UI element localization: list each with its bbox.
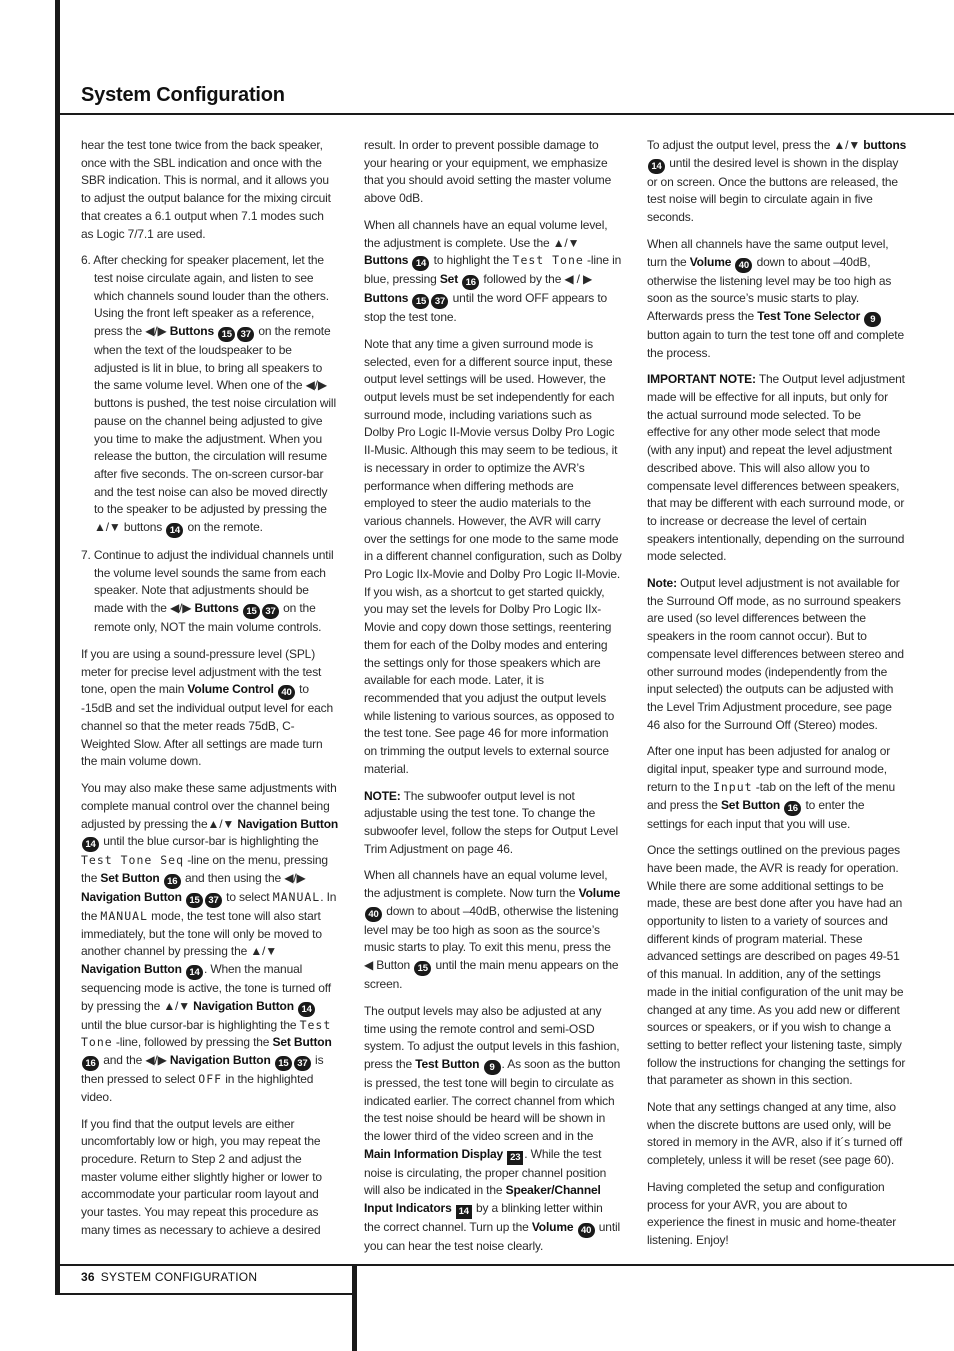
page-number: 36: [81, 1270, 95, 1284]
callout-number: 15: [412, 294, 429, 309]
callout-number: 37: [431, 294, 448, 309]
callout-number: 15: [218, 327, 235, 342]
callout-number: 37: [262, 604, 279, 619]
menu-item-text: Test Tone: [81, 1017, 332, 1050]
callout-number: 15: [243, 604, 260, 619]
paragraph: If you are using a sound-pressure level (SPL) meter for precise level adjustment with the test tone, open the main Volume Control 40 to -15dB and set the individual output level for each channel so that the meter reads 75dB, C-Weighted Slow. After all settings are made turn the main volume down.: [81, 646, 334, 769]
callout-number: 15: [414, 961, 431, 976]
callout-number: 37: [205, 893, 222, 908]
paragraph: You may also make these same adjustments with complete manual control over the channel being adjusted by pressing the▲/▼ Navigation Button 14 until the blue cursor-bar is highlighting the Test Tone Seq -line on the menu, pressing the Set Button 16 and then using the ◀/▶ Navigation Button 15 37 to select MANUAL. In the MANUAL mode, the test tone will also start immediately, but the tone will only be moved to another channel by pressing the ▲/▼ Navigation Button 14 . When the manual sequencing mode is active, the tone is turned off by pressing the ▲/▼ Navigation Button 14 until the blue cursor-bar is highlighting the Test Tone -line, followed by pressing the Set Button 16 and the ◀/▶ Navigation Button 15 37 is then pressed to select OFF in the highlighted video.: [81, 781, 339, 1104]
callout-number: 9: [484, 1060, 501, 1075]
callout-number: 40: [365, 907, 382, 922]
paragraph: NOTE: The subwoofer output level is not adjustable using the test tone. To change the subwoofer level, follow the steps for Output Level Trim Adjustment on page 46.: [364, 788, 618, 856]
callout-number: 40: [578, 1223, 595, 1238]
left-margin-bar: [55, 0, 60, 1295]
callout-number: 9: [864, 312, 881, 327]
callout-number: 16: [784, 801, 801, 816]
menu-item-text: Input: [712, 779, 753, 794]
title-rule: [55, 113, 954, 115]
footer-divider-bar: [352, 1265, 357, 1351]
callout-number: 14: [82, 837, 99, 852]
callout-number: 16: [82, 1056, 99, 1071]
callout-number: 16: [164, 874, 181, 889]
callout-number: 14: [298, 1002, 315, 1017]
paragraph: Once the settings outlined on the previous pages have been made, the AVR is ready for operation. While there are some additional settings to be made, these are best done after you have had an opportunity to listen to a variety of sources and different kinds of program material. These advanced settings are described on pages 49-51 of this manual. In addition, any of the settings made in the initial configuration of the unit may be changed at any time. As you add new or different sources or speakers, or if you wish to change a setting to better reflect your listening taste, simply follow the instructions for changing the settings for that parameter as shown in this section.: [647, 843, 906, 1088]
menu-item-text: Test Tone Seq: [81, 853, 185, 868]
list-item-step-7: 7. Continue to adjust the individual channels until the volume level sounds the same from each speaker. Note that adjustments should be made with the ◀/▶ Buttons 15 37 on the remote only, NOT the main volume controls.: [81, 548, 334, 635]
callout-number-square: 14: [456, 1205, 472, 1219]
column-3: [647, 137, 907, 1259]
list-item-step-6: 6. After checking for speaker placement, let the test noise circulate again, and listen to see which channels sound louder than the others. Using the front left speaker as a reference, press the ◀/▶ Buttons 15 37 on the remote when the text of the loudspeaker to be adjusted is lit in blue, to bring all speakers to the same volume level. When one of the ◀/▶ buttons is pushed, the test noise circulation will pause on the channel being adjusted to give you time to make the adjustment. When you release the button, the circulation will resume after five seconds. The on-screen cursor-bar and the test noise can also be moved directly to the speaker to be adjusted by pressing the ▲/▼ buttons 14 on the remote.: [81, 253, 336, 537]
paragraph: result. In order to prevent possible damage to your hearing or your equipment, we emphasize that you should avoid setting the master volume above 0dB.: [364, 138, 612, 206]
menu-item-text: Test Tone: [512, 253, 584, 268]
page-footer: [81, 1270, 257, 1284]
paragraph: When all channels have the same output level, turn the Volume 40 down to about –40dB, otherwise the listening level may be too high as soon as the source’s music starts to play. Afterwards press the Test Tone Selector 9 button again to turn the test tone off and complete the process.: [647, 236, 904, 360]
menu-item-text: MANUAL: [272, 889, 321, 904]
callout-number: 14: [648, 159, 665, 174]
callout-number: 14: [186, 965, 203, 980]
paragraph: Note that any time a given surround mode is selected, even for a different source input, these output level settings will be used. However, the output levels must be set independently for each surround mode, including variations such as Dolby Pro Logic II-Movie versus Dolby Pro Logic II-Music. Although this may seem to be tedious, it is necessary in order to optimize the AVR’s performance when differing methods are employed to steer the audio materials to the various channels. However, the AVR will carry over the settings for one mode to the same mode in a different channel configuration, such as Dolby Pro Logic IIx-Movie and Dolby Pro Logic II-Movie. If you wish, as a shortcut to get started quickly, you may set the levels for Dolby Pro Logic IIx-Movie and copy down those settings, reentering them for each of the Dolby modes and entering the settings only for those speakers which are available for each mode. Later, it is recommended that you adjust the output levels while listening to various sources, as opposed to the test tone. See page 46 for more information on trimming the output levels to external source material.: [364, 336, 622, 776]
callout-number-square: 23: [507, 1151, 523, 1165]
column-2: [364, 137, 622, 1265]
callout-number: 14: [412, 256, 429, 271]
paragraph: When all channels have an equal volume level, the adjustment is complete. Now turn the Volume 40 down to about –40dB, otherwise the listening level may be too high as soon as the source’s music starts to play. To exit this menu, press the ◀ Button 15 until the main menu appears on the screen.: [364, 868, 621, 992]
column-1: [81, 137, 339, 1248]
paragraph: IMPORTANT NOTE: The Output level adjustment made will be effective for all inputs, but only for the actual surround mode selected. To be effective for any other mode select that mode (with any input) and repeat the level adjustment described above. This will also allow you to compensate level differences between speakers, that may be different with each surround mode, or to increase or decrease the level of certain speakers intentionally, depending on the surround mode selected.: [647, 372, 905, 564]
callout-number: 40: [735, 258, 752, 273]
paragraph: Note that any settings changed at any time, also when the discrete buttons are used only, will be stored in memory in the AVR, also if it´s turned off completely, unless it will be reset (see page 60).: [647, 1100, 903, 1168]
callout-number: 40: [278, 685, 295, 700]
paragraph: The output levels may also be adjusted at any time using the remote control and semi-OSD system. To adjust the output levels in this fashion, press the Test Button 9 . As soon as the button is pressed, the test tone will begin to circulate as indicated earlier. The correct channel from which the test noise should be heard will be shown in the lower third of the video screen and in the Main Information Display 23 . While the test noise is circulating, the proper channel position will also be indicated in the Speaker/Channel Input Indicators 14 by a blinking letter within the correct channel. Turn up the Volume 40 until you can hear the test noise clearly.: [364, 1003, 621, 1254]
callout-number: 37: [237, 327, 254, 342]
paragraph: Note: Output level adjustment is not available for the Surround Off mode, as no surround speakers are used (so level differences between the speakers in the room cannot occur). But to compensate level differences between stereo and other surround modes (independently from the input selected) the outputs can be adjusted with the Level Trim Adjustment procedure, see page 46 also for the Surround Off (Stereo) modes.: [647, 576, 904, 732]
paragraph: If you find that the output levels are either uncomfortably low or high, you may repeat the procedure. Return to Step 2 and adjust the master volume either slightly higher or lower to accommodate your particular room layout and your tastes. You may repeat this procedure as many times as necessary to achieve a desired: [81, 1116, 322, 1237]
callout-number: 15: [186, 893, 203, 908]
callout-number: 37: [294, 1056, 311, 1071]
paragraph: hear the test tone twice from the back speaker, once with the SBL indication and once with the SBR indication. This is normal, and it allows you to adjust the output balance for the mixing circuit that creates a 6.1 output when 7.1 modes such as Logic 7/7.1 are used.: [81, 138, 331, 241]
paragraph: To adjust the output level, press the ▲/▼ buttons 14 until the desired level is shown in the display or on screen. Once the buttons are released, the test noise will begin to circulate again in five seconds.: [647, 138, 907, 225]
callout-number: 14: [166, 523, 183, 538]
menu-item-text: OFF: [198, 1072, 223, 1087]
paragraph: After one input has been adjusted for analog or digital input, speaker type and surround mode, return to the Input -tab on the left of the menu and press the Set Button 16 to enter the settings for each input that you will use.: [647, 744, 895, 831]
footer-rule-lower: [55, 1293, 355, 1295]
page-title: System Configuration: [81, 84, 285, 106]
menu-item-text: MANUAL: [100, 908, 148, 923]
footer-section-label: SYSTEM CONFIGURATION: [100, 1270, 258, 1284]
callout-number: 15: [275, 1056, 292, 1071]
paragraph: Having completed the setup and configuration process for your AVR, you are about to experience the finest in music and home-theater listening. Enjoy!: [647, 1179, 897, 1247]
paragraph: When all channels have an equal volume level, the adjustment is complete. Use the ▲/▼ Buttons 14 to highlight the Test Tone -line in blue, pressing Set 16 followed by the ◀ / ▶ Buttons 15 37 until the word OFF appears to stop the test tone.: [364, 217, 622, 325]
callout-number: 16: [462, 275, 479, 290]
